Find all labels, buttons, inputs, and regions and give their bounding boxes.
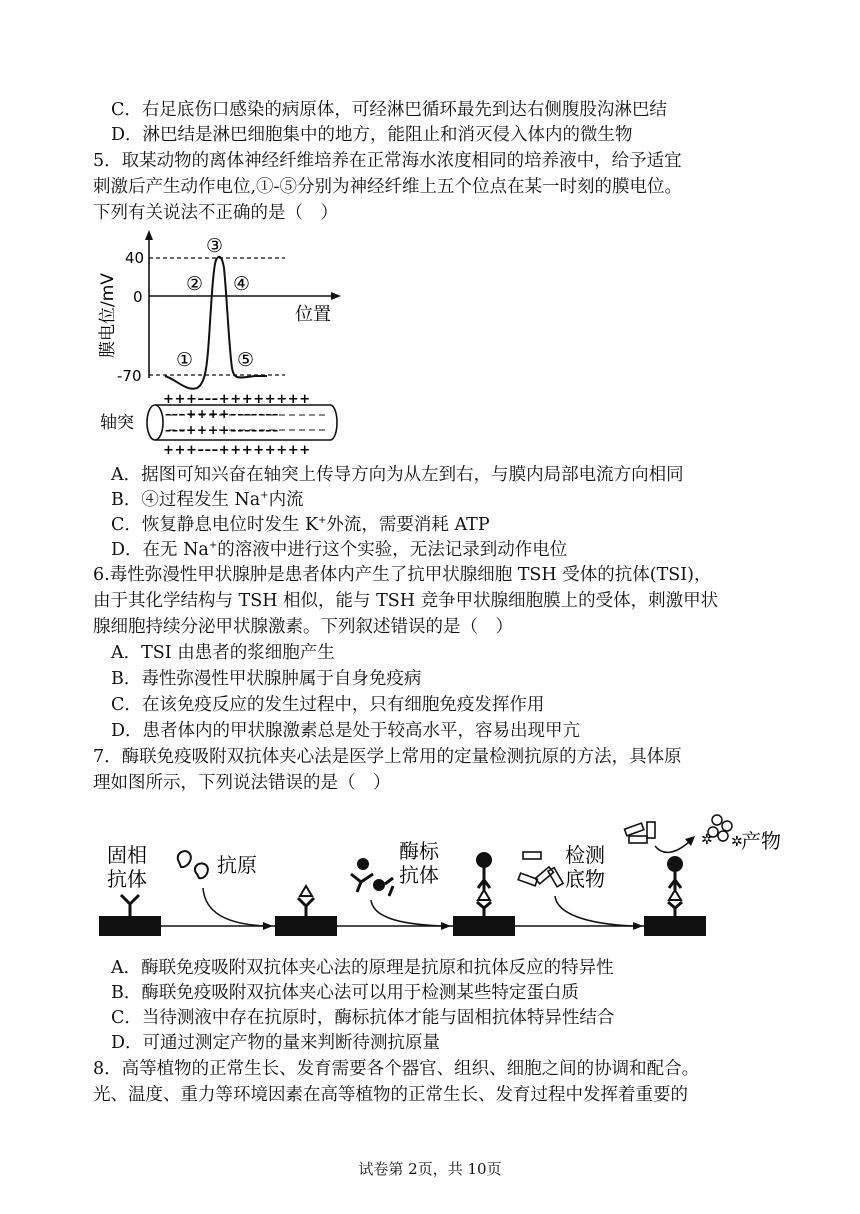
- q7-stem-line-2: 理如图所示，下列说法错误的是（ ）: [93, 773, 391, 793]
- label-substrate-2: 底物: [565, 867, 605, 891]
- q5-option-a: A．据图可知兴奋在轴突上传导方向为从左到右，与膜内局部电流方向相同: [111, 465, 684, 485]
- q6-stem-line-1: 6.毒性弥漫性甲状腺肿是患者体内产生了抗甲状腺细胞 TSH 受体的抗体(TSI)，: [93, 565, 712, 585]
- q7-option-a: A．酶联免疫吸附双抗体夹心法的原理是抗原和抗体反应的特异性: [111, 958, 614, 978]
- q6-option-a: A．TSI 由患者的浆细胞产生: [111, 643, 335, 663]
- point-1: ①: [176, 349, 194, 371]
- q4-option-c: C．右足底伤口感染的病原体，可经淋巴循环最先到达右侧腹股沟淋巴结: [111, 100, 667, 120]
- q5-stem-line-3: 下列有关说法不正确的是（ ）: [93, 203, 338, 223]
- q5-option-d: D．在无 Na+的溶液中进行这个实验，无法记录到动作电位: [111, 540, 568, 560]
- y-tick-0: 0: [133, 288, 143, 306]
- svg-text:✲: ✲: [731, 834, 743, 850]
- membrane-potential-figure: [95, 228, 355, 460]
- q7-option-d: D．可通过测定产物的量来判断待测抗原量: [111, 1033, 441, 1053]
- svg-text:✲: ✲: [701, 832, 713, 848]
- q4-option-d: D．淋巴结是淋巴细胞集中的地方，能阻止和消灭侵入体内的微生物: [111, 125, 633, 145]
- q8-stem-line-2: 光、温度、重力等环境因素在高等植物的正常生长、发育过程中发挥着重要的: [93, 1085, 688, 1105]
- y-tick-neg70: -70: [117, 367, 142, 385]
- q5-option-c: C．恢复静息电位时发生 K+外流，需要消耗 ATP: [111, 515, 490, 535]
- label-enzyme-antibody-2: 抗体: [399, 863, 439, 887]
- q8-stem-line-1: 8．高等植物的正常生长、发育需要各个器官、组织、细胞之间的协调和配合。: [93, 1059, 700, 1079]
- elisa-sandwich-figure: [95, 812, 795, 947]
- axon-label: 轴突: [100, 413, 134, 433]
- outer-top-charges: +++–––++++++++: [163, 392, 311, 407]
- label-fixed-antibody-1: 固相: [107, 843, 147, 867]
- label-substrate-1: 检测: [565, 843, 605, 867]
- q6-option-b: B．毒性弥漫性甲状腺肿属于自身免疫病: [111, 669, 422, 689]
- q5-stem-line-1: 5．取某动物的离体神经纤维培养在正常海水浓度相同的培养液中，给予适宜: [93, 151, 682, 171]
- q7-option-c: C．当待测液中存在抗原时，酶标抗体才能与固相抗体特异性结合: [111, 1008, 615, 1028]
- inner-top-charges: –––++++–––––––: [165, 407, 280, 421]
- q6-option-d: D．患者体内的甲状腺激素总是处于较高水平，容易出现甲亢: [111, 721, 581, 741]
- q7-stem-line-1: 7．酶联免疫吸附双抗体夹心法是医学上常用的定量检测抗原的方法，具体原: [93, 747, 682, 767]
- q5-option-b: B．④过程发生 Na+内流: [111, 490, 304, 510]
- y-axis-label: 膜电位/mV: [98, 273, 118, 358]
- inner-bottom-charges: –––++++–––––––: [165, 423, 280, 437]
- label-fixed-antibody-2: 抗体: [107, 867, 147, 891]
- page-footer: 试卷第 2页，共 10页: [358, 1160, 502, 1178]
- q5-stem-line-2: 刺激后产生动作电位,①-⑤分别为神经纤维上五个位点在某一时刻的膜电位。: [93, 177, 682, 197]
- label-antigen: 抗原: [217, 853, 257, 877]
- label-product: 产物: [741, 829, 781, 853]
- point-5: ⑤: [237, 349, 255, 371]
- point-2: ②: [186, 273, 204, 295]
- q6-stem-line-3: 腺细胞持续分泌甲状腺激素。下列叙述错误的是（ ）: [93, 617, 513, 637]
- label-enzyme-antibody-1: 酶标: [399, 839, 439, 863]
- q6-option-c: C．在该免疫反应的发生过程中，只有细胞免疫发挥作用: [111, 695, 545, 715]
- point-3: ③: [206, 235, 224, 257]
- q6-stem-line-2: 由于其化学结构与 TSH 相似，能与 TSH 竞争甲状腺细胞膜上的受体，刺激甲状: [93, 591, 719, 611]
- q7-option-b: B．酶联免疫吸附双抗体夹心法可以用于检测某些特定蛋白质: [111, 983, 579, 1003]
- y-tick-40: 40: [125, 249, 145, 267]
- outer-bottom-charges: +++–––++++++++: [163, 443, 311, 458]
- x-axis-label: 位置: [295, 304, 331, 325]
- point-4: ④: [233, 273, 251, 295]
